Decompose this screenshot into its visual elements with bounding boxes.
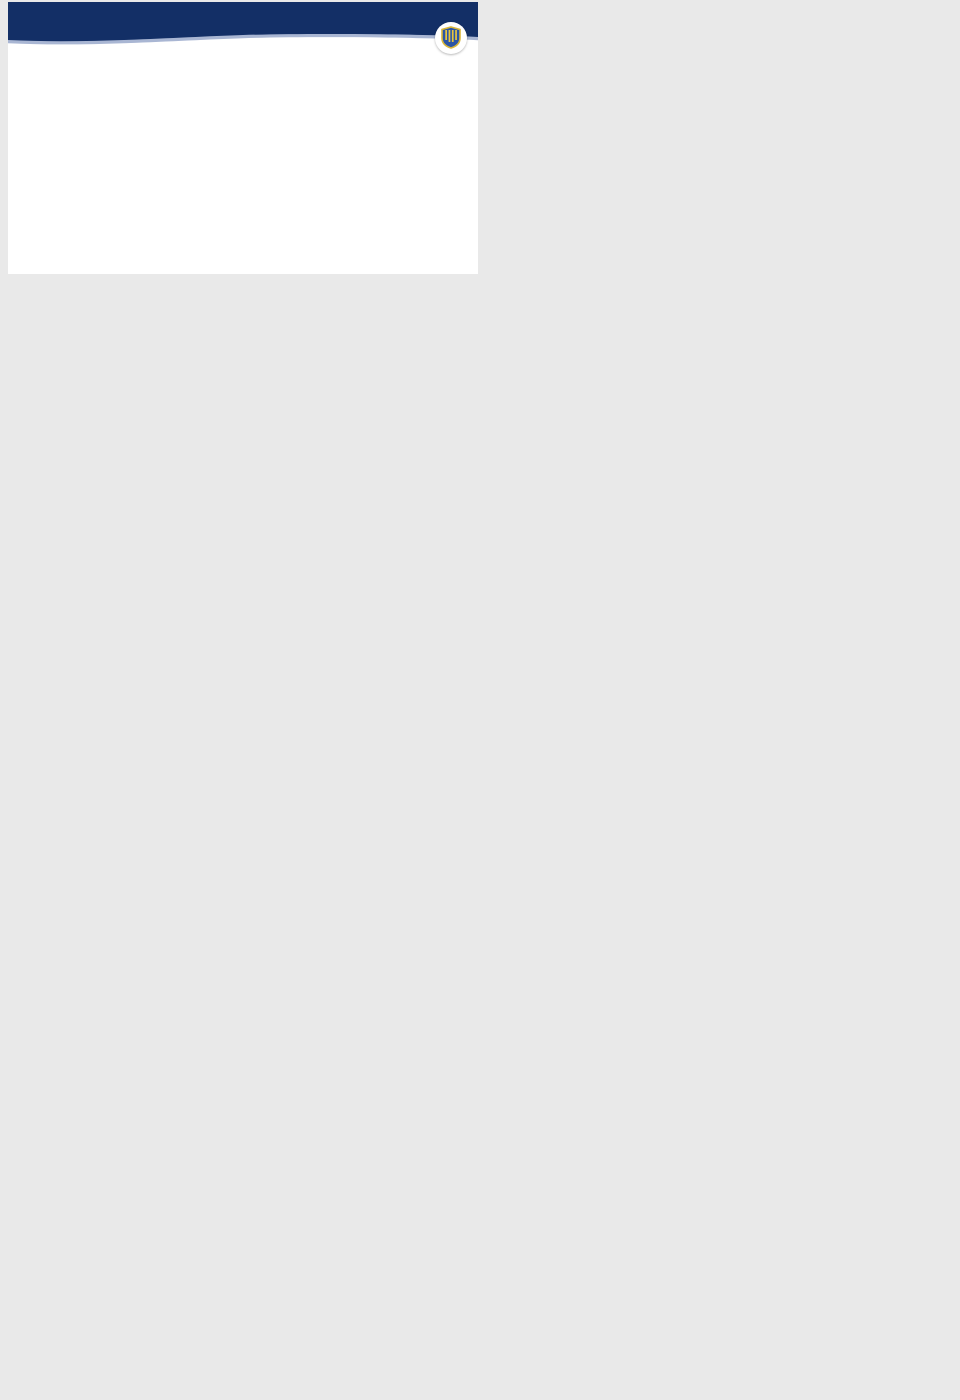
university-crest-logo: [435, 22, 467, 54]
slide-content: [8, 2, 478, 274]
crest-shield-icon: [435, 22, 467, 54]
slide-side-by-side-loop-diagram[interactable]: [8, 2, 478, 274]
